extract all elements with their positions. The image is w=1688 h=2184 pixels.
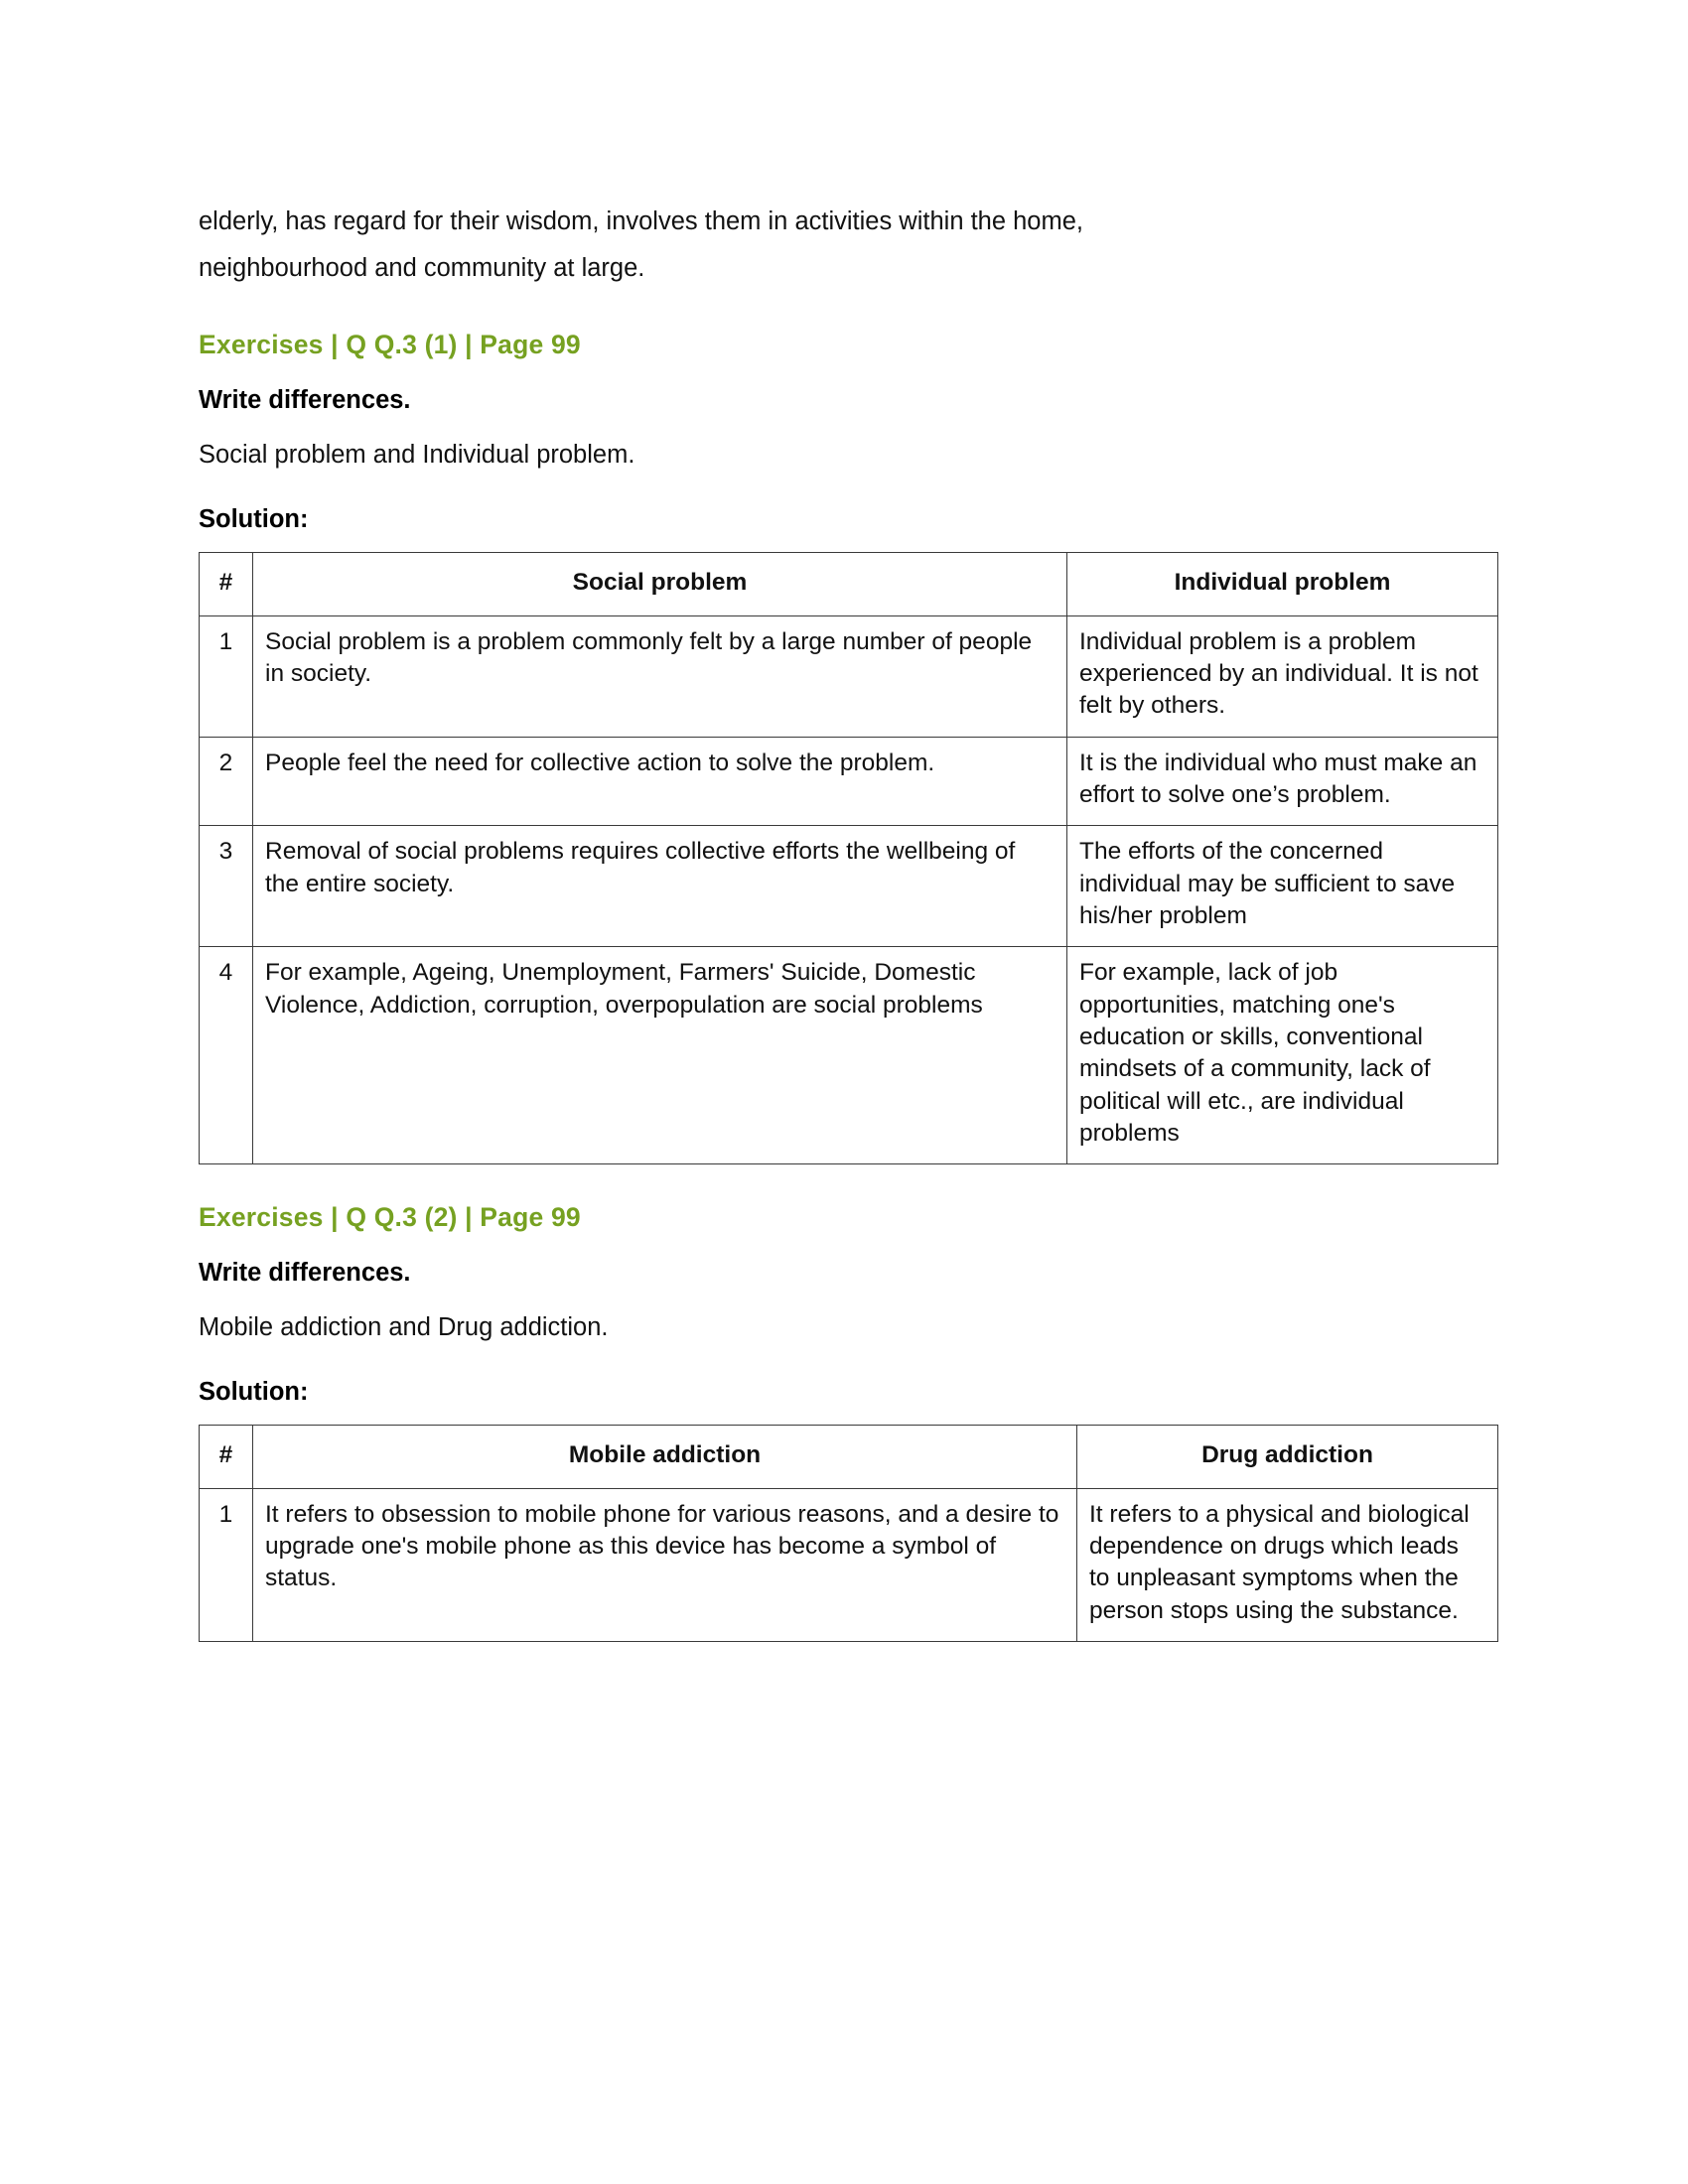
intro-paragraph-line-1: elderly, has regard for their wisdom, involves them in activities within the home,: [199, 207, 1083, 235]
section-instruction-1: Write differences.: [199, 386, 411, 415]
section-heading-2: Exercises | Q Q.3 (2) | Page 99: [199, 1202, 581, 1233]
row-cell-a: People feel the need for collective action to solve the problem.: [253, 737, 1067, 826]
section-topic-2: Mobile addiction and Drug addiction.: [199, 1313, 609, 1342]
table-header-column-a: Mobile addiction: [253, 1426, 1077, 1488]
table-row: [200, 826, 1498, 947]
row-number: 2: [200, 737, 253, 826]
section-topic-1: Social problem and Individual problem.: [199, 441, 635, 470]
row-number: 3: [200, 826, 253, 947]
comparison-table-2: [199, 1425, 1498, 1642]
row-cell-a: Removal of social problems requires collective efforts the wellbeing of the entire society.: [253, 826, 1067, 947]
row-number: 1: [200, 1488, 253, 1641]
table-header-column-a: Social problem: [253, 553, 1067, 615]
comparison-table-1: [199, 552, 1498, 1164]
solution-label-2: Solution:: [199, 1378, 309, 1407]
row-cell-a: Social problem is a problem commonly felt by a large number of people in society.: [253, 615, 1067, 737]
table-header-number: #: [200, 1426, 253, 1488]
table-row: [200, 947, 1498, 1164]
table-header-row: [200, 1426, 1498, 1488]
table-header-number: #: [200, 553, 253, 615]
section-instruction-2: Write differences.: [199, 1259, 411, 1288]
row-cell-b: For example, lack of job opportunities, matching one's education or skills, conventional mindsets of a community, lack of political will etc., are individual problems: [1067, 947, 1498, 1164]
section-heading-1: Exercises | Q Q.3 (1) | Page 99: [199, 330, 581, 360]
row-cell-b: The efforts of the concerned individual may be sufficient to save his/her problem: [1067, 826, 1498, 947]
row-cell-b: Individual problem is a problem experienced by an individual. It is not felt by others.: [1067, 615, 1498, 737]
row-cell-a: For example, Ageing, Unemployment, Farmers' Suicide, Domestic Violence, Addiction, corruption, overpopulation are social problems: [253, 947, 1067, 1164]
table-header-row: [200, 553, 1498, 615]
intro-paragraph-line-2: neighbourhood and community at large.: [199, 254, 645, 283]
table-row: [200, 615, 1498, 737]
row-number: 4: [200, 947, 253, 1164]
row-cell-a: It refers to obsession to mobile phone for various reasons, and a desire to upgrade one's mobile phone as this device has become a symbol of status.: [253, 1488, 1077, 1641]
row-cell-b: It is the individual who must make an effort to solve one’s problem.: [1067, 737, 1498, 826]
table-row: [200, 737, 1498, 826]
solution-label-1: Solution:: [199, 505, 309, 534]
table-header-column-b: Drug addiction: [1077, 1426, 1498, 1488]
table-header-column-b: Individual problem: [1067, 553, 1498, 615]
row-number: 1: [200, 615, 253, 737]
row-cell-b: It refers to a physical and biological dependence on drugs which leads to unpleasant symptoms when the person stops using the substance.: [1077, 1488, 1498, 1641]
table-row: [200, 1488, 1498, 1641]
intro-paragraph: [199, 199, 1489, 292]
